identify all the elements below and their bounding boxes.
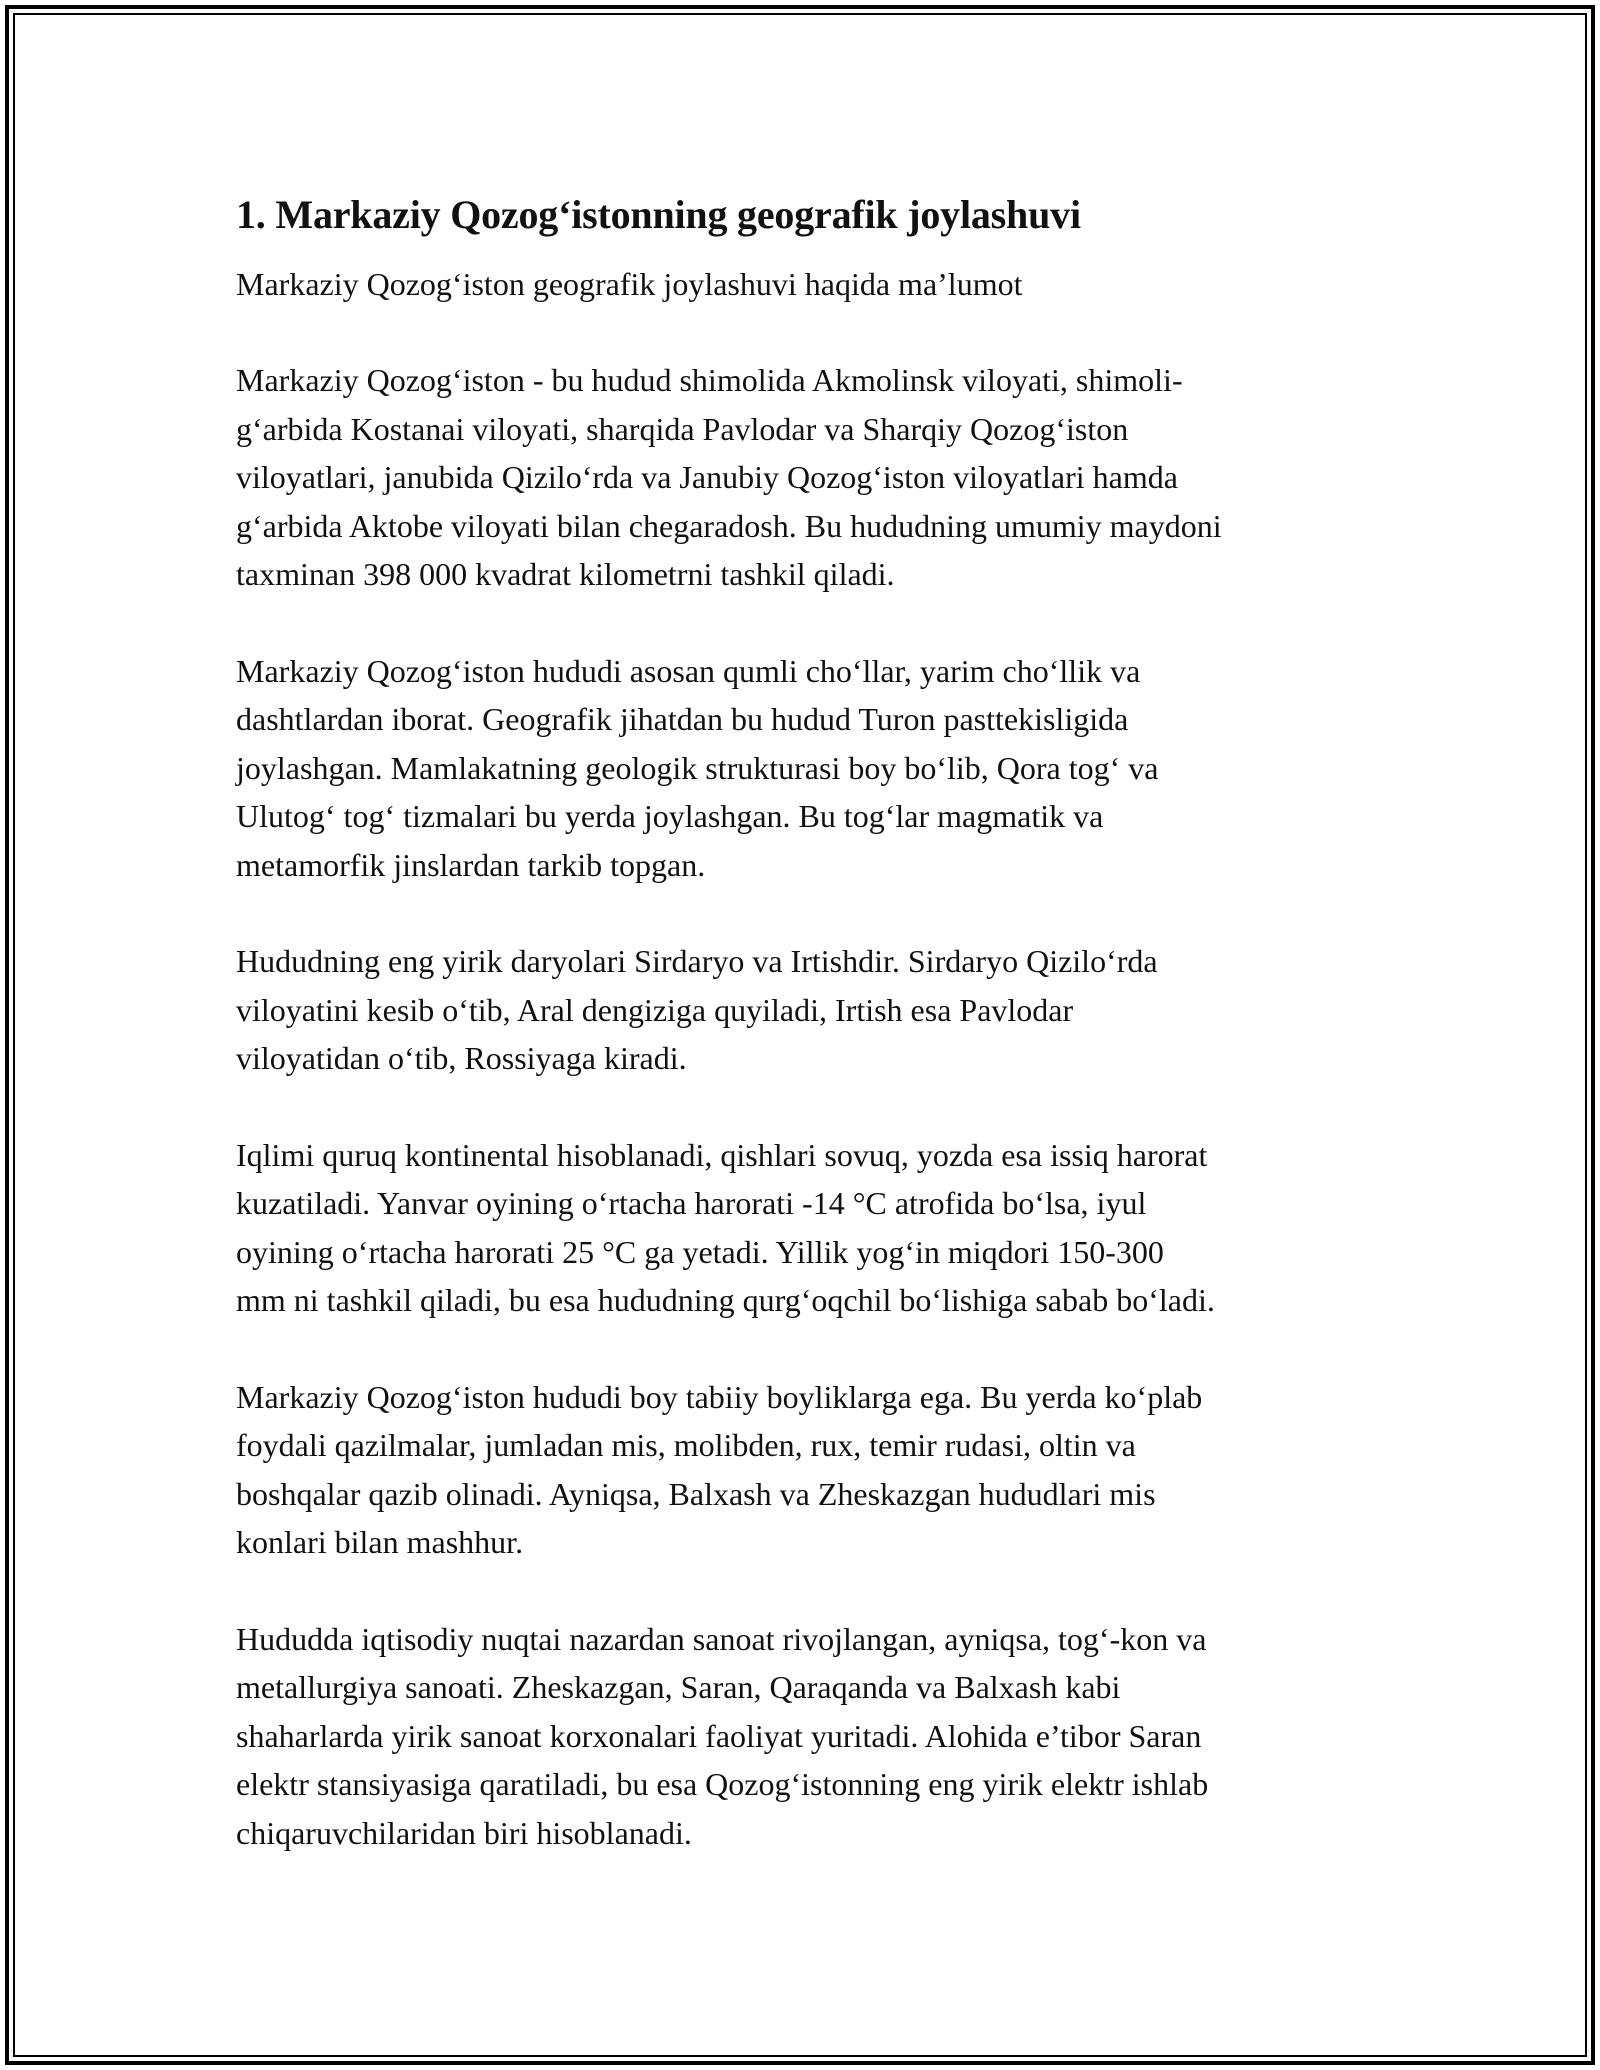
paragraph-rivers: Hududning eng yirik daryolari Sirdaryo va Irtishdir. Sirdaryo Qizilo‘rda viloyatini kesib o‘tib, Aral dengiziga quyiladi, Irtish esa Pavlodar viloyatidan o‘tib, Rossiyaga kiradi. <box>236 943 1158 1076</box>
paragraph-climate: Iqlimi quruq kontinental hisoblanadi, qishlari sovuq, yozda esa issiq harorat kuzatiladi. Yanvar oyining o‘rtacha harorati -14 °C atrofida bo‘lsa, iyul oyining o‘rtacha harorati 25 °C ga yetadi. Yillik yog‘in miqdori 150-300 mm ni tashkil qiladi, bu esa hududning qurg‘oqchil bo‘lishiga sabab bo‘ladi. <box>236 1136 1215 1318</box>
document-body <box>236 188 1376 1857</box>
paragraph-borders: Markaziy Qozog‘iston - bu hudud shimolida Akmolinsk viloyati, shimoli- g‘arbida Kostanai viloyati, sharqida Pavlodar va Sharqiy Qozog‘iston viloyatlari, janubida Qizilo‘rda va Janubiy Qozog‘iston viloyatlari hamda g‘arbida Aktobe viloyati bilan chegaradosh. Bu hududning umumiy maydoni taxminan 398 000 kvadrat kilometrni tashkil qiladi. <box>236 362 1222 592</box>
section-title: 1. Markaziy Qozog‘istonning geografik joylashuvi <box>236 192 1081 237</box>
paragraph-relief: Markaziy Qozog‘iston hududi asosan qumli cho‘llar, yarim cho‘llik va dashtlardan iborat. Geografik jihatdan bu hudud Turon pasttekisligida joylashgan. Mamlakatning geologik strukturasi boy bo‘lib, Qora tog‘ va Ulutog‘ tog‘ tizmalari bu yerda joylashgan. Bu tog‘lar magmatik va metamorfik jinslardan tarkib topgan. <box>236 652 1159 883</box>
paragraph-industry: Hududda iqtisodiy nuqtai nazardan sanoat rivojlangan, ayniqsa, tog‘-kon va metallurgiya sanoati. Zheskazgan, Saran, Qaraqanda va Balxash kabi shaharlarda yirik sanoat korxonalari faoliyat yuritadi. Alohida e’tibor Saran elektr stansiyasiga qaratiladi, bu esa Qozog‘istonning eng yirik elektr ishlab chiqaruvchilaridan biri hisoblanadi. <box>236 1620 1209 1851</box>
section-subtitle: Markaziy Qozog‘iston geografik joylashuvi haqida ma’lumot <box>236 266 1023 302</box>
paragraph-resources: Markaziy Qozog‘iston hududi boy tabiiy boyliklarga ega. Bu yerda ko‘plab foydali qazilmalar, jumladan mis, molibden, rux, temir rudasi, oltin va boshqalar qazib olinadi. Ayniqsa, Balxash va Zheskazgan hududlari mis konlari bilan mashhur. <box>236 1378 1203 1560</box>
